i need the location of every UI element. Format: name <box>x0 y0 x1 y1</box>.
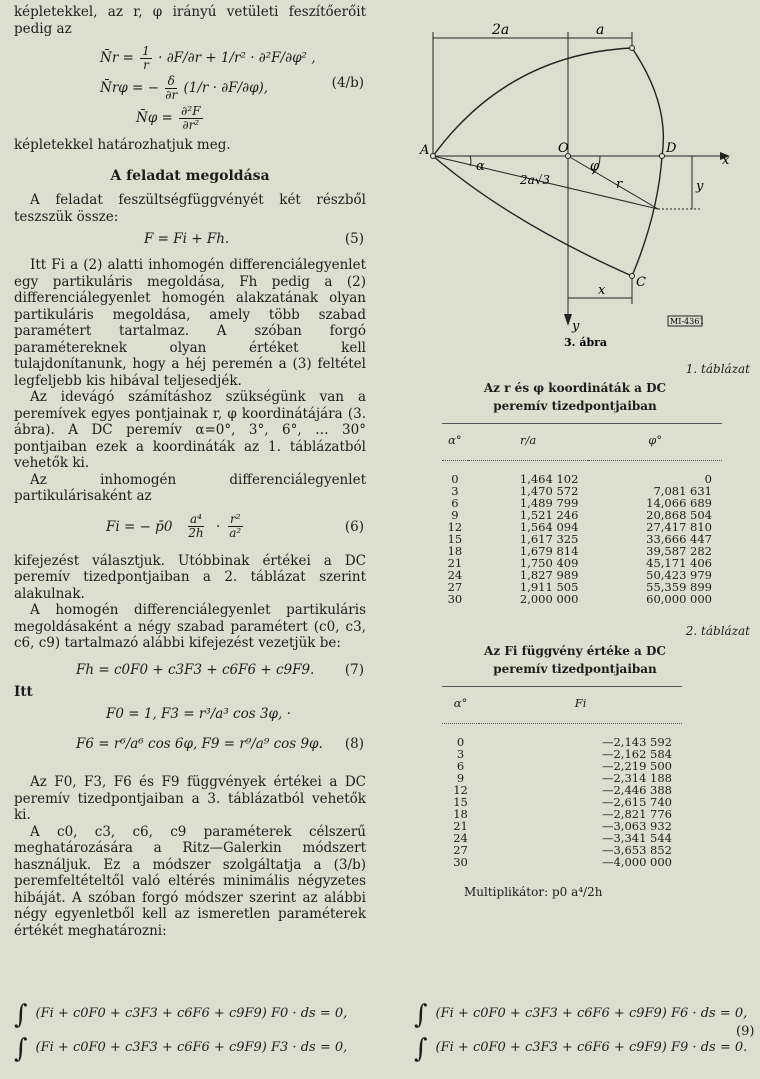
eq9-line3: ∫ (Fi + c0F0 + c3F3 + c6F6 + c9F9) F6 · ds = 0, <box>414 1000 748 1030</box>
t2-row <box>442 796 682 808</box>
t2-cell: 12 <box>453 782 468 797</box>
table2-title-1: Az Fi függvény értéke a DC <box>484 643 666 658</box>
paragraph-7: Az F0, F3, F6 és F9 függvények értékei a DC peremív tizedpontjaiban a 3. táblázatból vehetők ki. <box>14 774 366 823</box>
t1-cell: 39,587 282 <box>646 544 712 558</box>
eq4b-number: (4/b) <box>331 75 364 91</box>
t2-cell: 0 <box>456 734 465 749</box>
t1-cell: 24 <box>447 568 463 582</box>
label-y: y <box>696 179 704 194</box>
t1-cell: 1,464 102 <box>519 472 579 486</box>
arc-alpha <box>470 156 471 166</box>
right-column <box>400 4 750 900</box>
equation-9-block <box>14 1000 755 1076</box>
eq4b-line3-frac: $\frac{\text{∂²F}}{\text{∂r²}}$ <box>181 104 201 132</box>
t1-cell: 1,564 094 <box>519 520 579 534</box>
t1-cell: 15 <box>447 532 463 546</box>
label-A: A <box>420 143 430 158</box>
equation-7 <box>14 662 366 682</box>
eq9-line2: ∫ (Fi + c0F0 + c3F3 + c6F6 + c9F9) F3 · ds = 0, <box>14 1034 348 1064</box>
t1-cell: 9 <box>451 508 459 522</box>
label-alpha: α <box>476 159 485 174</box>
figure-3 <box>400 4 750 348</box>
eq4b-line3-lhs: N̄φ = <box>136 110 173 126</box>
t1-cell: 3 <box>451 484 459 498</box>
label-r: r <box>616 177 623 192</box>
t2-cell: —2,446 388 <box>601 782 672 797</box>
table-2 <box>442 686 682 868</box>
t2-row <box>442 820 682 832</box>
eq4b-line2-rhs: (1/r · ∂F/∂φ), <box>183 80 269 96</box>
eq6-frac2: $\frac{\text{r²}}{\text{a²}}$ <box>229 511 242 540</box>
t1-cell: 2,000 000 <box>519 592 579 606</box>
integral-sign-4: ∫ <box>414 1034 428 1064</box>
t2-row <box>442 784 682 796</box>
shell-outline <box>433 48 663 276</box>
t1-cell: 21 <box>447 556 463 570</box>
label-O: O <box>558 141 569 156</box>
t1-cell: 1,750 409 <box>519 556 579 570</box>
t1-cell: 0 <box>451 472 459 486</box>
paragraph-3: Az idevágó számításhoz szükségünk van a peremívek egyes pontjainak r, φ koordinátájára (3. ábra). A DC peremív α=0°, 3°, 6°, … 30° pontjaiban ezek a koordináták az 1. táblázatból vehetők ki. <box>14 389 366 471</box>
t2-cell: —3,341 544 <box>601 830 672 845</box>
eq8-number: (8) <box>344 736 364 752</box>
point-A <box>431 154 436 159</box>
t2-cell: 3 <box>456 746 465 761</box>
eq7-number: (7) <box>344 661 364 678</box>
t2-cell: 9 <box>456 770 465 785</box>
eq8b-body: F6 = r⁶/a⁶ cos 6φ, F9 = r⁹/a⁹ cos 9φ. <box>76 736 323 752</box>
t2-cell: —2,143 592 <box>601 734 672 749</box>
t1-cell: 18 <box>447 544 463 558</box>
paragraph-6: A homogén differenciálegyenlet partikuláris megoldásaként a négy szabad paramétert (c0, c3, c6, c9) tartalmazó alábbi kifejezést vezetjük be: <box>14 602 366 651</box>
t1-cell: 45,171 406 <box>646 556 712 570</box>
equation-8b <box>14 736 366 756</box>
t2-cell: —2,219 500 <box>601 758 672 773</box>
point-D <box>660 154 665 159</box>
t2-cell: —3,653 852 <box>601 842 672 857</box>
integral-sign-1: ∫ <box>14 1000 28 1030</box>
paragraph-1: A feladat feszültségfüggvényét két részből teszszük össze: <box>14 192 366 225</box>
eq4b-line1-lhs: N̄r = <box>100 50 134 66</box>
t1-cell: 1,911 505 <box>519 580 579 594</box>
paragraph-after-4b: képletekkel határozhatjuk meg. <box>14 137 231 153</box>
t2-row <box>442 748 682 760</box>
t1-cell: 1,470 572 <box>519 484 579 498</box>
t1-header-phi: φ° <box>588 424 722 461</box>
eq9-number: (9) <box>736 1024 755 1039</box>
paragraph-4: Az inhomogén differenciálegyenlet partikulárisaként az <box>14 471 366 504</box>
t1-cell: 33,666 447 <box>646 532 712 546</box>
equation-8a <box>14 706 366 726</box>
t1-cell: 27,417 810 <box>646 520 712 534</box>
label-2a3: 2a√3 <box>520 173 551 187</box>
t2-row <box>442 844 682 856</box>
left-column <box>14 4 366 939</box>
table1-title-2: peremív tizedpontjaiban <box>493 399 657 413</box>
paragraph-intro: képletekkel, az r, φ irányú vetületi feszítőerőit pedig az <box>14 4 366 37</box>
table1-title-1: Az r és φ koordináták a DC <box>483 381 667 395</box>
paragraph-5: kifejezést választjuk. Utóbbinak értékei a DC peremív tizedpontjaiban a 2. táblázat szerint alakulnak. <box>14 552 366 602</box>
eq4b-line2-lhs: N̄rφ = − <box>100 80 159 96</box>
eq4b-line2-frac: $\frac{\delta}{\partial r}$ <box>165 74 178 102</box>
t2-cell: 6 <box>456 758 465 773</box>
label-x-axis: x <box>722 153 730 168</box>
eq6-frac1: $\frac{\text{a⁴}}{2h}$ <box>188 511 204 540</box>
t2-row <box>442 808 682 820</box>
integral-sign-3: ∫ <box>414 1000 428 1030</box>
t2-row <box>442 723 682 748</box>
t2-cell: 27 <box>453 842 468 857</box>
point-C <box>630 274 635 279</box>
t1-cell: 1,489 799 <box>519 496 579 510</box>
multiplier-note: Multiplikátor: p0 a⁴/2h <box>464 884 603 899</box>
eq7-body: Fh = c0F0 + c3F3 + c6F6 + c9F9. <box>76 661 315 678</box>
eq9-line1: ∫ (Fi + c0F0 + c3F3 + c6F6 + c9F9) F0 · ds = 0, <box>14 1000 348 1030</box>
t2-cell: —2,615 740 <box>601 794 672 809</box>
t1-cell: 1,679 814 <box>519 544 579 558</box>
t2-row <box>442 772 682 784</box>
integral-sign-2: ∫ <box>14 1034 28 1064</box>
t1-cell: 6 <box>451 496 459 510</box>
t2-cell: —2,314 188 <box>601 770 672 785</box>
t1-row <box>442 461 722 486</box>
table-1 <box>442 423 722 605</box>
t2-row <box>442 832 682 844</box>
t1-cell: 0 <box>704 472 712 486</box>
t1-cell: 50,423 979 <box>646 568 712 582</box>
t1-cell: 1,521 246 <box>519 508 579 522</box>
t1-cell: 14,066 689 <box>646 496 712 510</box>
t2-row <box>442 760 682 772</box>
t2-header-fi: Fi <box>479 686 682 723</box>
label-D: D <box>666 141 677 156</box>
paragraph-2: Itt Fi a (2) alatti inhomogén differenciálegyenlet egy partikuláris megoldása, Fh pedig a (2) differenciálegyenlet homogén alakzatának olyan partikuláris megoldása, amely több szabad paramétert tartalmaz. A szóban forgó paramétereknek olyan értéket kell tulajdonítanunk, hogy a héj peremén a (3) feltétel legfeljebb kis hibával teljesedjék. <box>14 257 366 389</box>
t1-cell: 55,359 899 <box>646 580 712 594</box>
t2-cell: 24 <box>453 830 468 845</box>
stamp-text: MI-4361 <box>670 317 705 326</box>
t1-cell: 1,827 989 <box>519 568 579 582</box>
eq5-number: (5) <box>344 231 364 247</box>
t2-cell: —4,000 000 <box>601 854 672 869</box>
t1-cell: 1,617 325 <box>519 532 579 546</box>
eq4b-line1-frac: $\frac{1}{r}$ <box>142 44 150 72</box>
label-2a: 2a <box>492 22 510 38</box>
table2-title-2: peremív tizedpontjaiban <box>493 661 657 676</box>
t1-cell: 27 <box>447 580 463 594</box>
eq6-lhs: Fi = − p̄0 <box>106 518 173 535</box>
label-x: x <box>598 283 606 298</box>
eq4b-line1-rhs: · ∂F/∂r + 1/r² · ∂²F/∂φ² , <box>158 50 316 66</box>
eq5-body: F = Fi + Fh. <box>144 231 230 247</box>
label-C: C <box>636 275 646 290</box>
t1-cell: 12 <box>447 520 463 534</box>
t1-row <box>442 593 722 605</box>
equation-4b <box>14 41 366 132</box>
t1-cell: 7,081 631 <box>653 484 712 498</box>
figure-caption: 3. ábra <box>564 336 608 348</box>
point-top <box>630 46 635 51</box>
t2-cell: —2,162 584 <box>601 746 672 761</box>
ray-r <box>568 156 658 209</box>
table2-caption: 2. táblázat <box>685 624 750 638</box>
label-y-axis: y <box>572 319 580 334</box>
itt-label: Itt <box>14 683 33 700</box>
y-axis-arrow <box>564 314 572 326</box>
t2-row <box>442 856 682 868</box>
t2-cell: —2,821 776 <box>601 806 672 821</box>
label-a: a <box>596 22 605 38</box>
paragraph-8: A c0, c3, c6, c9 paraméterek célszerű meghatározására a Ritz—Galerkin módszert használjuk. Ez a módszer szolgáltatja a (3/b) peremfeltételtől való eltérés minimális négyzetes hibáját. A szóban forgó módszer szerint az alábbi négy egyenletből kell az ismeretlen paraméterek értékét meghatározni: <box>14 823 366 939</box>
t2-cell: 21 <box>453 818 468 833</box>
t2-cell: —3,063 932 <box>601 818 672 833</box>
t2-cell: 30 <box>453 854 468 869</box>
table1-caption: 1. táblázat <box>685 361 750 376</box>
t2-cell: 18 <box>453 806 468 821</box>
equation-5 <box>14 231 366 251</box>
t2-cell: 15 <box>453 794 468 809</box>
t1-cell: 30 <box>447 592 463 606</box>
t1-cell: 60,000 000 <box>646 592 712 606</box>
eq9-line4: ∫ (Fi + c0F0 + c3F3 + c6F6 + c9F9) F9 · ds = 0. <box>414 1034 748 1064</box>
t2-header-alpha: α° <box>442 686 479 723</box>
label-phi: φ <box>590 159 600 174</box>
t1-cell: 20,868 504 <box>646 508 712 522</box>
eq8a-body: F0 = 1, F3 = r³/a³ cos 3φ, · <box>106 706 291 722</box>
section-heading: A feladat megoldása <box>110 167 270 184</box>
t1-header-alpha: α° <box>442 424 468 461</box>
t1-header-ra: r/a <box>468 424 589 461</box>
eq6-number: (6) <box>344 518 364 535</box>
equation-6: Fi = − p̄0 $\frac{\text{a⁴}}{2h}$ · $\frac{\text{r²}}{\text{a²}}$ (6) <box>106 511 364 540</box>
